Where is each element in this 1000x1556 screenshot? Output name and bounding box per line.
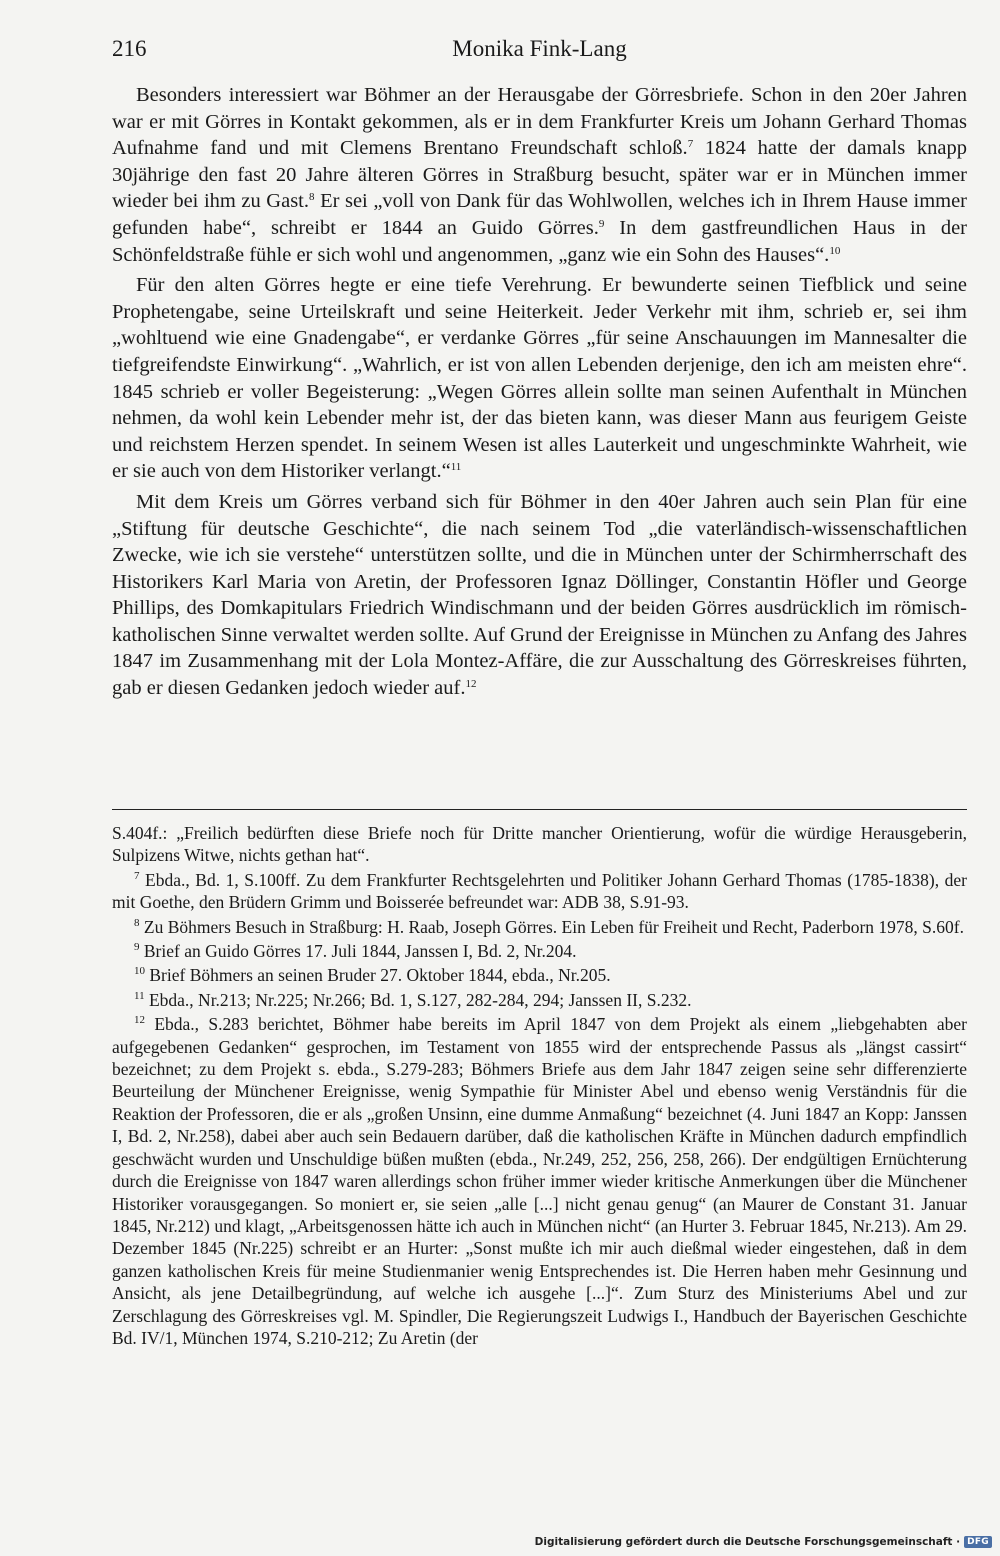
footnote [112,822,967,867]
paragraph-text: Für den alten Görres hegte er eine tiefe Verehrung. Er bewunderte seinen Tiefblick und seine Prophetengabe, seine Urteilskraft und seine Heiterkeit. Jeder Verkehr mit ihm, schrieb er, sei ihm „wohltuend wie eine Gnadengabe“, er verdanke Görres „für seine Anschauungen im Mannesalter die tiefgreifendste Einwirkung“. „Wahrlich, er ist von allen Lebenden derjenige, den ich am meisten ehre“. 1845 schrieb er voller Begeisterung: „Wegen Görres allein sollte man seinen Aufenthalt in München nehmen, da wohl kein Lebender mehr ist, der das bieten kann, was dieser Mann aus feurigem Geiste und reichstem Herzen spendet. In seinem Wesen ist alles Lauterkeit und ungeschminkte Wahrheit, wie er sie auch von dem Historiker verlangt.“ [112,274,967,483]
paragraph-text: 1824 hatte der damals knapp 30jährige den fast 20 Jahre älteren Görres in Straßburg besucht, später war er in München immer wieder bei ihm zu Gast. [112,137,968,213]
footnote-reference: 10 [829,244,841,257]
footnote-reference: 9 [598,217,605,230]
footnote-reference: 8 [309,191,315,204]
paragraph [112,489,967,702]
digitization-credit [535,1536,992,1548]
credit-text: Digitalisierung gefördert durch die Deutsche Forschungsgemeinschaft · [534,1536,961,1548]
footnote-marker: 10 [134,965,145,978]
paragraph [112,82,967,268]
paragraph-text: In dem gastfreundlichen Haus in der Schönfeldstraße fühle er sich wohl und angenommen, „ganz wie ein Sohn des Hauses“. [112,216,967,266]
footnote-text: Zu Böhmers Besuch in Straßburg: H. Raab, Joseph Görres. Ein Leben für Freiheit und Recht, Paderborn 1978, S.60f. [139,916,964,937]
paragraph-text: Er sei „voll von Dank für das Wohlwollen, welches ich in Ihrem Hause immer gefunden habe“, schreibt er 1844 an Guido Görres. [112,190,968,239]
footnote [112,989,967,1011]
footnote-text: S.404f.: „Freilich bedürften diese Briefe noch für Dritte mancher Orientierung, wofür die würdige Herausgeberin, Sulpizens Witwe, nichts gethan hat“. [112,823,967,866]
page-header [112,36,967,70]
main-text [112,82,967,706]
paragraph-text: Besonders interessiert war Böhmer an der Herausgabe der Görresbriefe. Schon in den 20er Jahren war er mit Görres in Kontakt gekommen, als er in dem Frankfurter Kreis um Johann Gerhard Thomas Aufnahme fand und mit Clemens Brentano Freundschaft schloß. [112,84,967,160]
footnote-reference: 12 [465,678,477,691]
page-number: 216 [112,36,147,61]
footnote-marker: 12 [134,1014,145,1027]
footnote [112,1013,967,1349]
footnotes [112,822,967,1351]
footnote [112,964,967,986]
footnote-text: Ebda., Nr.213; Nr.225; Nr.266; Bd. 1, S.127, 282-284, 294; Janssen II, S.232. [144,989,692,1010]
footnote-divider [112,809,967,810]
dfg-logo-icon: DFG [964,1536,992,1548]
footnote-text: Ebda., Bd. 1, S.100ff. Zu dem Frankfurter Rechtsgelehrten und Politiker Johann Gerhard Thomas (1785-1838), der mit Goethe, den Brüdern Grimm und Boisserée befreundet war: ADB 38, S.91-93. [112,869,967,913]
footnote-text: Brief an Guido Görres 17. Juli 1844, Janssen I, Bd. 2, Nr.204. [139,941,577,962]
footnote [112,869,967,914]
paragraph-text: Mit dem Kreis um Görres verband sich für Böhmer in den 40er Jahren auch sein Plan für eine „Stiftung für deutsche Geschichte“, die nach seinem Tod „die vaterländisch-wissenschaftlichen Zwecke, wie ich sie verstehe“ unterstützen sollte, und die in München unter der Schirmherrschaft des Historikers Karl Maria von Aretin, der Professoren Ignaz Döllinger, Constantin Höfler und George Phillips, des Domkapitulars Friedrich Windischmann und der beiden Görres ausdrücklich im römisch-katholischen Sinne verwaltet werden sollte. Auf Grund der Ereignisse in München zu Anfang des Jahres 1847 im Zusammenhang mit der Lola Montez-Affäre, die zur Ausschaltung des Görreskreises führten, gab er diesen Gedanken jedoch wieder auf. [112,490,967,700]
footnote-reference: 11 [450,461,462,474]
footnote-text: Brief Böhmers an seinen Bruder 27. Oktober 1844, ebda., Nr.205. [145,965,611,986]
footnote-marker: 9 [134,941,140,954]
running-head-author: Monika Fink-Lang [452,36,627,61]
footnote-reference: 7 [687,138,694,151]
footnote-marker: 11 [134,989,145,1002]
footnote-text: Ebda., S.283 berichtet, Böhmer habe bereits im April 1847 von dem Projekt als einem „liebgehabten aber aufgegebenen Gedanken“ gesprochen, im Testament von 1855 wird der entsprechende Passus als „längst cassirt“ bezeichnet; zu dem Projekt s. ebda., S.279-283; Böhmers Briefe aus dem Jahr 1847 zeigen seine sehr differenzierte Beurteilung der Münchener Ereignisse, wenig Sympathie für Minister Abel und ebenso wenig Verständnis für die Reaktion der Professoren, die er als „großen Unsinn, eine dumme Anmaßung“ bezeichnet (4. Juni 1847 an Kopp: Janssen I, Bd. 2, Nr.258), dabei aber auch sein Bedauern darüber, daß die katholischen Kräfte in München dadurch empfindlich geschwächt wurden und Unschuldige büßen mußten (ebda., Nr.249, 252, 256, 258, 266). Der endgültigen Ernüchterung durch die Ereignisse von 1847 waren allerdings schon früher immer wieder kritische Anmerkungen über die Münchener Historiker vorausgegangen. So moniert er, sie seien „alle [...] nicht genau genug“ (an Maurer de Constant 31. Januar 1845, Nr.212) und klagt, „Arbeitsgenossen hätte ich auch in München nicht“ (an Hurter 3. Februar 1845, Nr.213). Am 29. Dezember 1845 (Nr.225) schreibt er an Hurter: „Sonst mußte ich mir auch dießmal wieder eingestehen, daß in dem ganzen katholischen Kreis für meine Studienmanier wenig Entsprechendes ist. Die Herren haben mehr Gesinnung und Ansicht, als jene Detailbegründung, auf welche ich ausgehe [...]“. Zum Sturz des Ministeriums Abel und zur Zerschlagung des Görreskreises vgl. M. Spindler, Die Regierungszeit Ludwigs I., Handbuch der Bayerischen Geschichte Bd. IV/1, München 1974, S.210-212; Zu Aretin (der [112,1014,967,1348]
footnote-marker: 7 [134,869,140,882]
footnote-marker: 8 [134,916,140,929]
footnote [112,916,967,938]
paragraph [112,272,967,485]
footnote [112,940,967,962]
